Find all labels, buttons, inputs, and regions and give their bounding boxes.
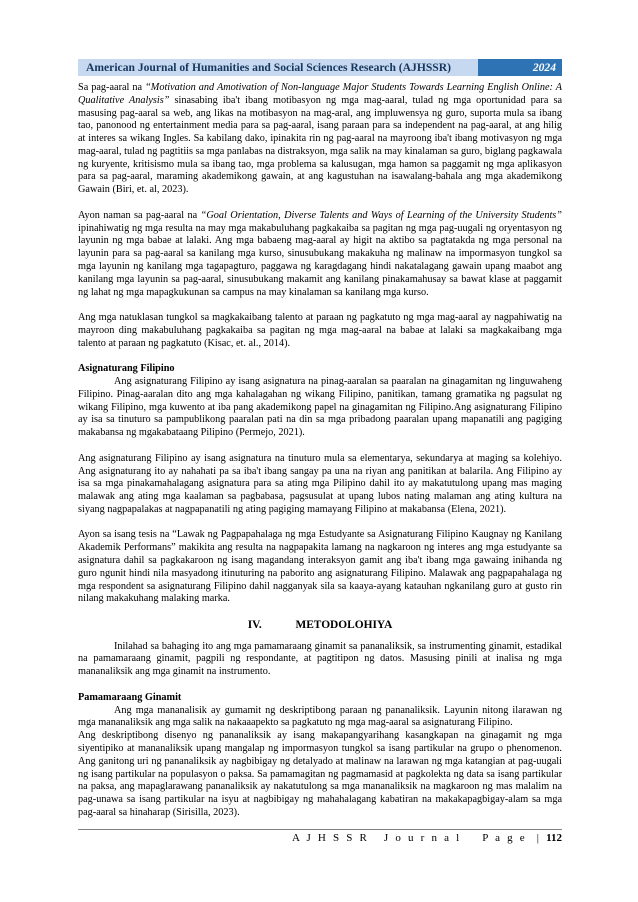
section-title: METODOLOHIYA: [295, 618, 393, 631]
paragraph: Ang mga natuklasan tungkol sa magkakaibang talento at paraan ng pagkatuto ng mga mag-aaral ay nagpahiwatig na mayroon ding makabuluhang pagkakaiba sa pagitan ng mga mag-aaral na babae at lalaki sa magkakaibang mga talento at paraan ng pagkatuto (Kisac, et. al., 2014).: [78, 312, 562, 349]
paragraph: Ayon sa isang tesis na “Lawak ng Pagpapahalaga ng mga Estudyante sa Asignaturang Filipino Kaugnay ng Kanilang Akademik Performans” makikita ang resulta na nagpapakita lamang na nagkaroon ng interes ang mga estudyante sa asignatura dahil sa pagkakaroon ng isang magandang interaksyon gamit ang iba't ibang mga gawaing inihanda ng guro ngunit hindi nila masyadong itinuturing na paborito ang asignaturang Filipino. Malawak ang pagpapahalaga ng mga respondent sa asignaturang Filipino dahil nagganyak sila sa kaaya-ayang katauhan ngkanilang guro at gusto rin nilang makakuhang malaking marka.: [78, 529, 562, 605]
footer-page: P a g e | 112: [482, 832, 562, 844]
paragraph: Ang asignaturang Filipino ay isang asignatura na tinuturo mula sa elementarya, sekundarya at maging sa kolehiyo. Ang asignaturang ito ay nahahati pa sa iba't ibang sangay pa una na riyan ang panitikan at balarila. Ang Filipino ay isa sa mga pinakamahalagang asignatura para sa ating mga Pilipino dahil ito ay makatutulong upang mas maging malawak ang ating mga kaalaman sa pagbabasa, pagsusulat at upang lubos nating malaman ang ating kultura na siyang nagpapalakas at nagpapanatili ng ating pagiging mamayang Filipino at makabansa (Elena, 2021).: [78, 452, 562, 515]
cited-title: “Motivation and Amotivation of Non-language Major Students Towards Learning English Online: A Qualitative Analysis”: [78, 82, 562, 106]
section-heading: [78, 619, 562, 632]
footer-divider: [78, 829, 562, 830]
page-body: [78, 82, 562, 832]
journal-title: American Journal of Humanities and Social Sciences Research (AJHSSR): [78, 59, 478, 76]
subheading-pamamaraang-ginamit: Pamamaraang Ginamit: [78, 691, 182, 703]
section-number: IV.: [247, 618, 262, 631]
paragraph: Sa pag-aaral na “Motivation and Amotivation of Non-language Major Students Towards Learning English Online: A Qualitative Analysis” sinasabing iba't ibang motibasyon ng mga mag-aaral, tulad ng mga oportunidad para sa masusing pag-aaral sa web, ang likas na motibasyon na mag-aral, ang impluwensya ng guro, suporta mula sa ibang tao, panonood ng entertainment media para sa pag-aaral, isang paraan para sa independent na pag-aaral, at ang hilig at interes sa wikang Ingles. Sa kabilang dako, ipinakita rin ng pag-aaral na mayroong iba't ibang motivasyon ng mga mag-aaral, tulad ng pagtitiis sa mga panlabas na distraksyon, mga salik na may kinalaman sa guro, biglang pagkawala ng kuryente, kritisismo mula sa ibang tao, mga problema sa kalusugan, mga hamon sa paggamit ng mga aplikasyon para sa pag-aaral, maraming akademikong gawain, at ang kagustuhan na isawalang-bahala ang mga akademikong Gawain (Biri, et. al, 2023).: [78, 82, 562, 196]
paragraph: Ang mga mananalisik ay gumamit ng deskriptibong paraan ng pananaliksik. Layunin nitong ilarawan ng mga mananaliksik ang mga salik na nakaaapekto sa pagkatuto ng mga mag-aaral sa asignaturang Filipino.: [78, 704, 562, 729]
cited-title: “Goal Orientation, Diverse Talents and Ways of Learning of the University Students”: [200, 209, 562, 221]
journal-header: [78, 59, 562, 76]
footer-journal: A J H S S R J o u r n a l: [292, 832, 462, 844]
subheading-asignaturang-filipino: Asignaturang Filipino: [78, 363, 175, 375]
paragraph: Ayon naman sa pag-aaral na “Goal Orientation, Diverse Talents and Ways of Learning of the University Students” ipinahiwatig ng mga resulta na may mga makabuluhang pagkakaiba sa pagitan ng mga pag-uugali ng oryentasyon ng layunin ng mga babae at lalaki. Ang mga babaeng mag-aaral ay higit na aktibo sa pagtatakda ng mga personal na layunin para sa pag-aaral sa kanilang mga kurso, sinusubukang makakuha ng malinaw na impormasyon tungkol sa mga layunin ng kanilang mga tagapagturo, paggawa ng karagdagang hindi nakatalagang gawain upang maabot ang kanilang mga layunin sa pag-aaral, sinusubukang makamit ang kanilang pinakamahusay sa bawat klase at paggamit ng lahat ng mga mapagkukunan sa campus na may kinalaman sa kanilang mga kurso.: [78, 209, 562, 298]
paragraph: Inilahad sa bahaging ito ang mga pamamaraang ginamit sa pananaliksik, sa instrumenting ginamit, estadikal na pamamaraang ginamit, pagpili ng respondante, at pagtitipon ng datos. Masusing pinili at inalisa ng mga mananaliksik ang mga ginamit na instrumento.: [78, 640, 562, 678]
paragraph: Ang deskriptibong disenyo ng pananaliksik ay isang makapangyarihang kasangkapan na ginagamit ng mga siyentipiko at mananaliksik upang mangalap ng impormasyon tungkol sa isang partikular na grupo o phenomenon. Ang ganitong uri ng pananaliksik ay nagbibigay ng detalyado at malinaw na larawan ng mga katangian at pag-uugali ng isang partikular na populasyon o paksa. Sa pamamagitan ng pagmamasid at pagkolekta ng data sa isang partikular na paksa, ang mapaglarawang pananaliksik ay nakatutulong sa mga mananaliksik na magkaroon ng mas malalim na pag-unawa sa isang partikular na isyu at nagbibigay ng mahahalagang kabatiran na makakapagbigay-alam sa mga pag-aaral sa hinaharap (Sirisilla, 2023).: [78, 730, 562, 818]
journal-year: 2024: [478, 59, 562, 76]
paragraph: Ang asignaturang Filipino ay isang asignatura na pinag-aaralan sa paaralan na ginagamitan ng linguwaheng Filipino. Pinag-aaralan dito ang mga kahalagahan ng wikang Filipino, panitikan, tamang gramatika ng pagsulat ng wikang Filipino, mga kuwento at iba pang akademikong papel na ginagamitan ng Filipino.Ang asignaturang Filipino ay isa sa tinuturo sa pampublikong paaralan pati na din sa mga pribadong paaralan upang mapanatili ang pagiging makabansa ng mgakabataang Pilipino (Permejo, 2021).: [78, 376, 562, 439]
page-number: 112: [546, 832, 562, 844]
